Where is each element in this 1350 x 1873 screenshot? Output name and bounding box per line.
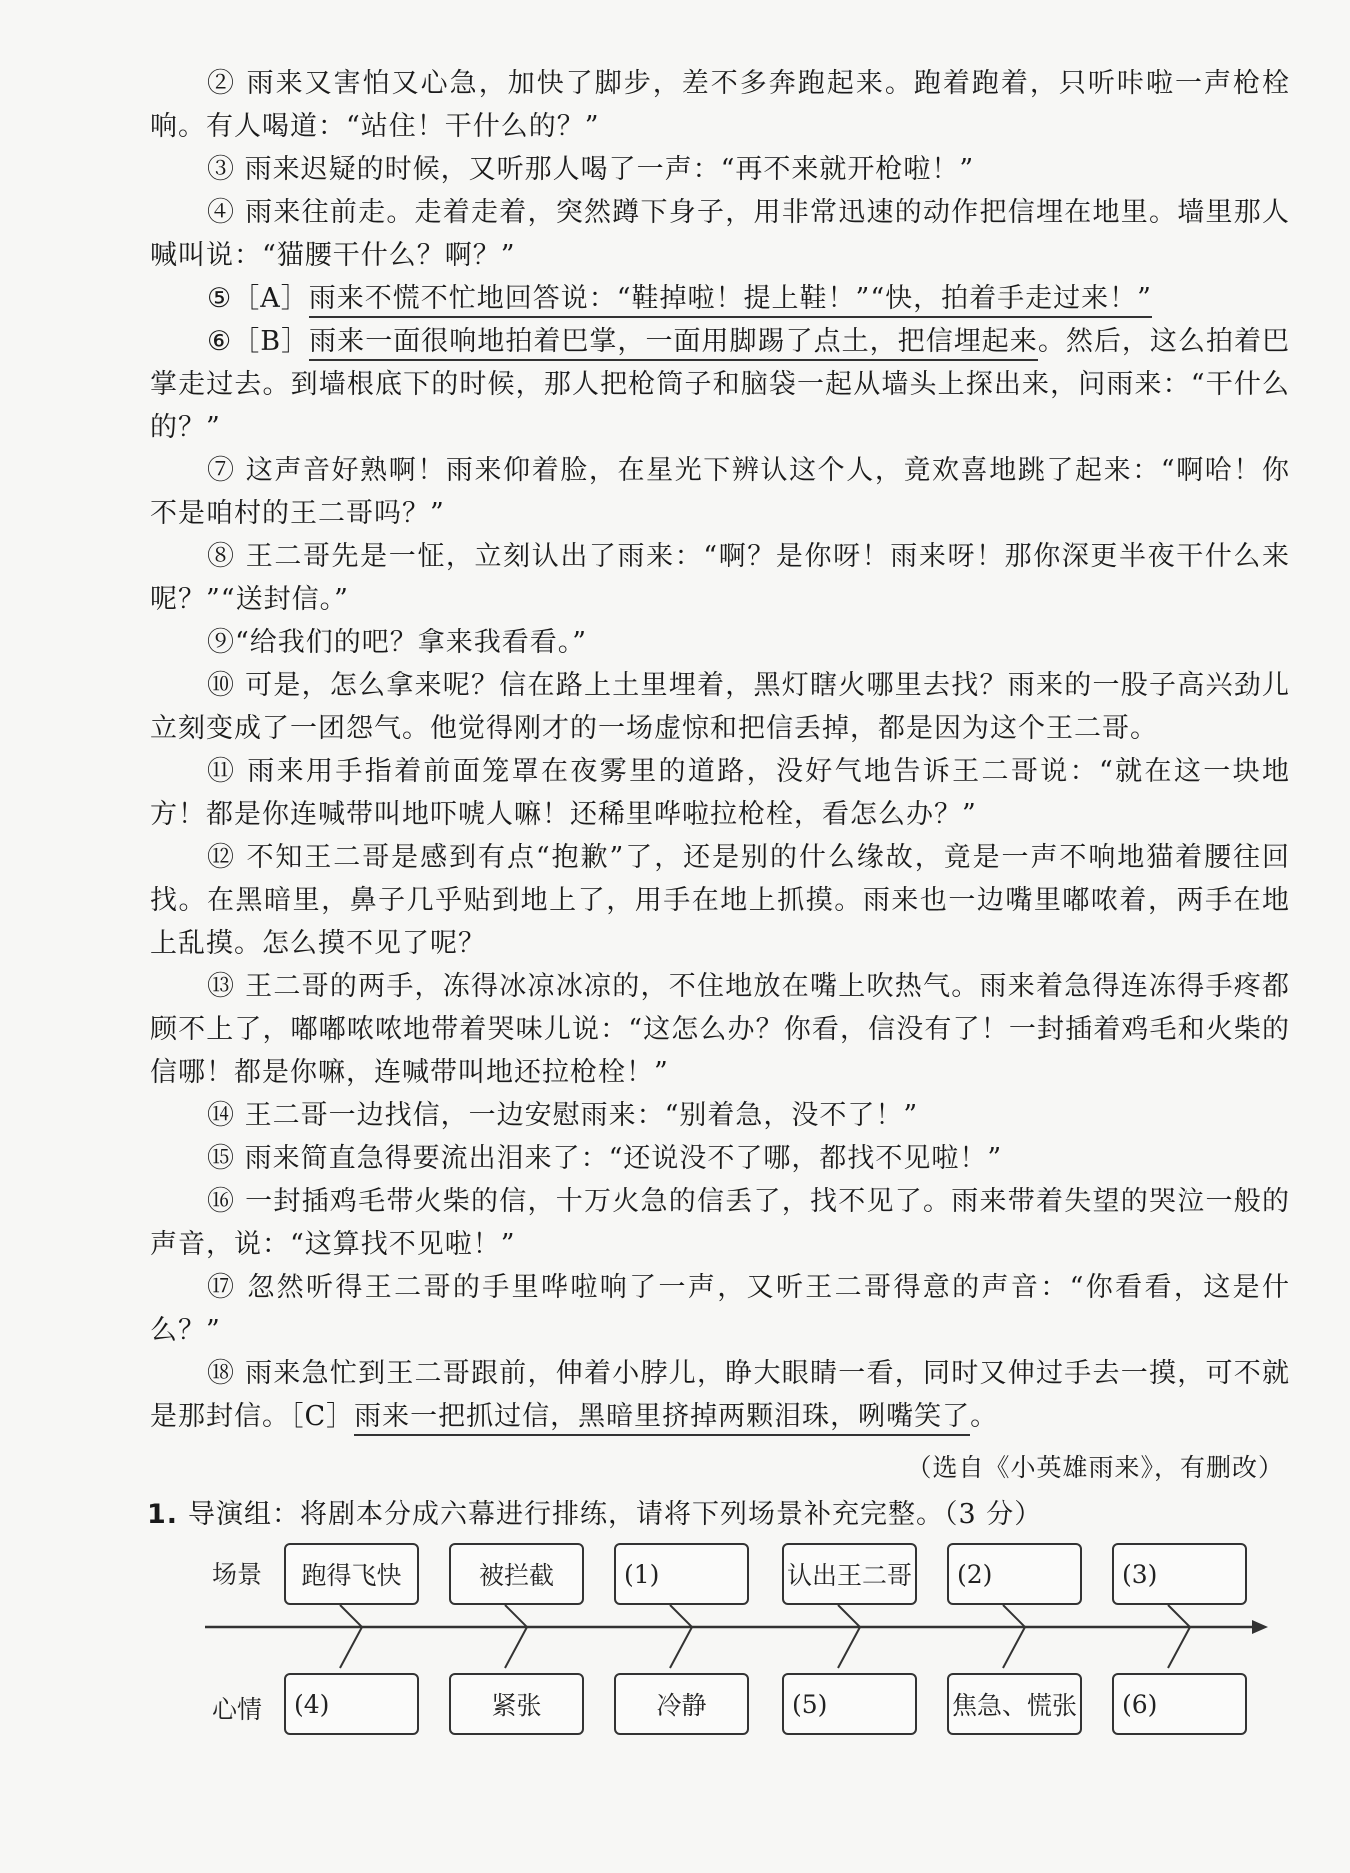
mood-box-2: 紧张 — [449, 1673, 584, 1735]
mood-box-3: 冷静 — [614, 1673, 749, 1735]
scene-box-4: 认出王二哥 — [782, 1543, 917, 1605]
paragraph-10: ⑩ 可是，怎么拿来呢？信在路上土里埋着，黑灯瞎火哪里去找？雨来的一股子高兴劲儿立刻变成了一团怨气。他觉得刚才的一场虚惊和把信丢掉，都是因为这个王二哥。 — [150, 670, 1290, 744]
paragraph-5: ⑤［A］雨来不慌不忙地回答说：“鞋掉啦！提上鞋！”“快，拍着手走过来！” — [150, 277, 1290, 320]
source-citation: （选自《小英雄雨来》，有删改） — [906, 1453, 1284, 1482]
mood-box-5: 焦急、慌张 — [947, 1673, 1082, 1735]
question-text: 导演组：将剧本分成六幕进行排练，请将下列场景补充完整。（3 分） — [188, 1499, 1043, 1530]
paragraph-2: ② 雨来又害怕又心急，加快了脚步，差不多奔跑起来。跑着跑着，只听咔啦一声枪栓响。有人喝道：“站住！干什么的？” — [150, 68, 1290, 142]
scene-row-label: 场景 — [212, 1560, 263, 1589]
scene-box-1: 跑得飞快 — [284, 1543, 419, 1605]
paragraph-15: ⑮ 雨来简直急得要流出泪来了：“还说没不了哪，都找不见啦！” — [207, 1143, 1003, 1174]
paragraph-8: ⑧ 王二哥先是一怔，立刻认出了雨来：“啊？是你呀！雨来呀！那你深更半夜干什么来呢？”“送封信。” — [150, 541, 1290, 615]
paragraph-9: ⑨“给我们的吧？拿来我看看。” — [207, 627, 588, 658]
scene-box-5-blank[interactable]: (2) — [947, 1543, 1082, 1605]
underlined-sentence: 雨来不慌不忙地回答说：“鞋掉啦！提上鞋！”“快，拍着手走过来！” — [309, 283, 1152, 318]
mood-row-label: 心情 — [212, 1695, 263, 1724]
paragraph-16: ⑯ 一封插鸡毛带火柴的信，十万火急的信丢了，找不见了。雨来带着失望的哭泣一般的声音，说：“这算找不见啦！” — [150, 1186, 1290, 1260]
paragraph-17: ⑰ 忽然听得王二哥的手里哗啦响了一声，又听王二哥得意的声音：“你看看，这是什么？” — [150, 1272, 1290, 1346]
paragraph-3: ③ 雨来迟疑的时候，又听那人喝了一声：“再不来就开枪啦！” — [207, 154, 975, 185]
paragraph-14: ⑭ 王二哥一边找信，一边安慰雨来：“别着急，没不了！” — [207, 1100, 919, 1131]
paragraph-11: ⑪ 雨来用手指着前面笼罩在夜雾里的道路，没好气地告诉王二哥说：“就在这一块地方！都是你连喊带叫地吓唬人嘛！还稀里哗啦拉枪栓，看怎么办？” — [150, 756, 1290, 830]
paragraph-4: ④ 雨来往前走。走着走着，突然蹲下身子，用非常迅速的动作把信埋在地里。墙里那人喊叫说：“猫腰干什么？啊？” — [150, 197, 1290, 271]
mood-box-4-blank[interactable]: (5) — [782, 1673, 917, 1735]
underlined-sentence: 雨来一面很响地拍着巴掌，一面用脚踢了点土，把信埋起来 — [309, 326, 1038, 361]
paragraph-7: ⑦ 这声音好熟啊！雨来仰着脸，在星光下辨认这个人，竟欢喜地跳了起来：“啊哈！你不是咱村的王二哥吗？” — [150, 455, 1290, 529]
scene-box-6-blank[interactable]: (3) — [1112, 1543, 1247, 1605]
paragraph-18: ⑱ 雨来急忙到王二哥跟前，伸着小脖儿，睁大眼睛一看，同时又伸过手去一摸，可不就是那封信。［C］雨来一把抓过信，黑暗里挤掉两颗泪珠，咧嘴笑了。 — [150, 1352, 1290, 1438]
scene-box-3-blank[interactable]: (1) — [614, 1543, 749, 1605]
mood-box-1-blank[interactable]: (4) — [284, 1673, 419, 1735]
question-number: 1. — [147, 1499, 179, 1530]
mood-box-6-blank[interactable]: (6) — [1112, 1673, 1247, 1735]
underlined-sentence: 雨来一把抓过信，黑暗里挤掉两颗泪珠，咧嘴笑了 — [354, 1401, 970, 1436]
paragraph-13: ⑬ 王二哥的两手，冻得冰凉冰凉的，不住地放在嘴上吹热气。雨来着急得连冻得手疼都顾不上了，嘟嘟哝哝地带着哭味儿说：“这怎么办？你看，信没有了！一封插着鸡毛和火柴的信哪！都是你嘛，连喊带叫地还拉枪栓！” — [150, 971, 1290, 1088]
scene-box-2: 被拦截 — [449, 1543, 584, 1605]
paragraph-12: ⑫ 不知王二哥是感到有点“抱歉”了，还是别的什么缘故，竟是一声不响地猫着腰往回找。在黑暗里，鼻子几乎贴到地上了，用手在地上抓摸。雨来也一边嘴里嘟哝着，两手在地上乱摸。怎么摸不见了呢？ — [150, 842, 1290, 959]
paragraph-6: ⑥［B］雨来一面很响地拍着巴掌，一面用脚踢了点土，把信埋起来。然后，这么拍着巴掌走过去。到墙根底下的时候，那人把枪筒子和脑袋一起从墙头上探出来，问雨来：“干什么的？” — [150, 326, 1291, 443]
